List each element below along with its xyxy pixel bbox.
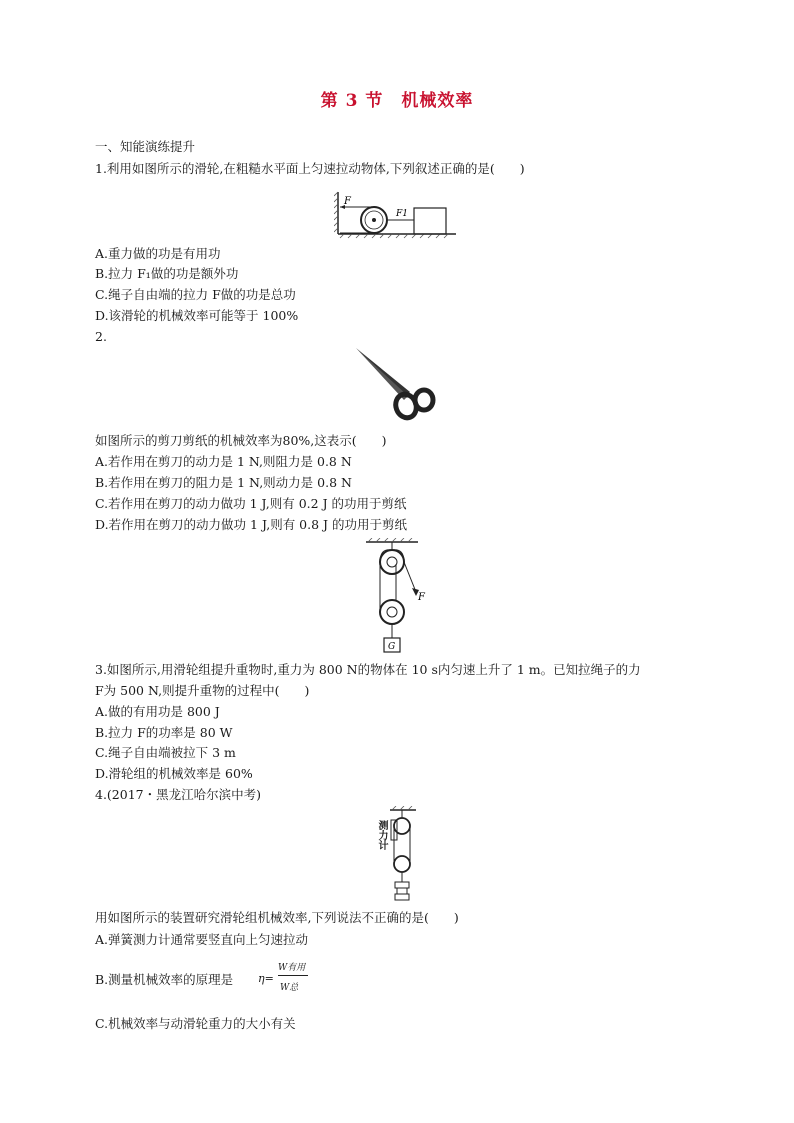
- q3-stem-line2: F为 500 N,则提升重物的过程中( ): [95, 683, 310, 698]
- q3-force-label: F: [418, 592, 425, 603]
- q2-scissors-figure: [352, 346, 442, 422]
- q3-option-a: A.做的有用功是 800 J: [95, 704, 220, 719]
- formula-denominator: W总: [280, 983, 299, 993]
- page-title: 第 3 节 机械效率: [320, 91, 474, 111]
- q3-option-d: D.滑轮组的机械效率是 60%: [95, 766, 253, 781]
- q1-force-f1-label: F1: [396, 209, 408, 219]
- q3-option-b: B.拉力 F的功率是 80 W: [95, 725, 233, 740]
- section-heading: 一、知能演练提升: [95, 139, 196, 154]
- q1-stem: 1.利用如图所示的滑轮,在粗糙水平面上匀速拉动物体,下列叙述正确的是( ): [95, 161, 525, 176]
- q3-pulley-block-figure: [362, 538, 432, 656]
- q1-force-f-label: F: [344, 196, 351, 207]
- q2-number: 2.: [95, 329, 107, 344]
- q1-pulley-figure: [334, 190, 459, 240]
- q1-option-a: A.重力做的功是有用功: [95, 246, 221, 261]
- q2-option-a: A.若作用在剪刀的动力是 1 N,则阻力是 0.8 N: [95, 454, 352, 469]
- q2-option-b: B.若作用在剪刀的阻力是 1 N,则动力是 0.8 N: [95, 475, 352, 490]
- q2-stem: 如图所示的剪刀剪纸的机械效率为80%,这表示( ): [95, 433, 387, 448]
- q2-option-c: C.若作用在剪刀的动力做功 1 J,则有 0.2 J 的功用于剪纸: [95, 496, 407, 511]
- q1-option-d: D.该滑轮的机械效率可能等于 100%: [95, 308, 299, 323]
- formula-eta: η=: [258, 972, 274, 985]
- q1-option-c: C.绳子自由端的拉力 F做的功是总功: [95, 287, 296, 302]
- q3-option-c: C.绳子自由端被拉下 3 m: [95, 745, 236, 760]
- q2-option-d: D.若作用在剪刀的动力做功 1 J,则有 0.8 J 的功用于剪纸: [95, 517, 408, 532]
- q1-option-b: B.拉力 F₁做的功是额外功: [95, 266, 239, 281]
- q4-dynamometer-label: 测力计: [376, 820, 387, 850]
- q4-option-c: C.机械效率与动滑轮重力的大小有关: [95, 1016, 296, 1031]
- q4-option-a: A.弹簧测力计通常要竖直向上匀速拉动: [95, 932, 309, 947]
- q3-stem-line1: 3.如图所示,用滑轮组提升重物时,重力为 800 N的物体在 10 s内匀速上升了 1 m。已知拉绳子的力: [95, 662, 641, 677]
- q3-weight-label: G: [388, 642, 396, 652]
- fraction-bar: [278, 975, 308, 976]
- q4-option-b: B.测量机械效率的原理是: [95, 972, 234, 987]
- formula-numerator: W有用: [278, 963, 306, 973]
- q4-stem: 用如图所示的装置研究滑轮组机械效率,下列说法不正确的是( ): [95, 910, 459, 925]
- efficiency-formula: [258, 960, 308, 1000]
- q4-number: 4.(2017・黑龙江哈尔滨中考): [95, 787, 261, 802]
